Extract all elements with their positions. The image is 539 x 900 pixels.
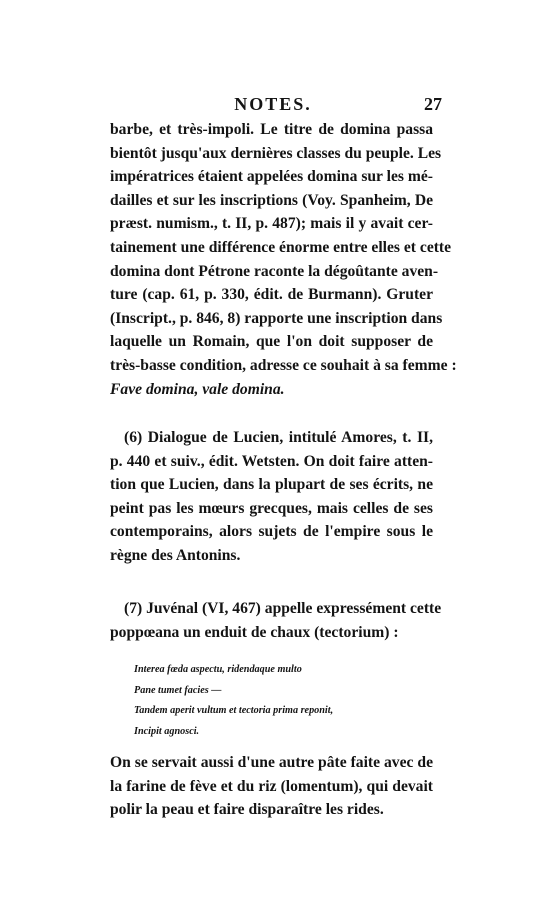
text-line: Fave domina, vale domina.: [110, 380, 285, 398]
text-line: tion que Lucien, dans la plupart de ses écrits, ne: [110, 476, 433, 494]
text-line: très-basse condition, adresse ce souhait à sa femme :: [110, 356, 457, 374]
text-line: barbe, et très-impoli. Le titre de domina passa: [110, 121, 433, 138]
text-line: (6) Dialogue de Lucien, intitulé Amores, t. II,: [124, 429, 433, 446]
text-line: præst. numism., t. II, p. 487); mais il y avait cer-: [110, 215, 433, 233]
running-header: [108, 94, 442, 120]
verse-line: Interea fœda aspectu, ridendaque multo: [134, 664, 302, 675]
text-line: p. 440 et suiv., édit. Wetsten. On doit faire atten-: [110, 452, 433, 470]
page-title: NOTES.: [234, 94, 312, 114]
verse-line: Pane tumet facies —: [134, 684, 222, 696]
text-line: domina dont Pétrone raconte la dégoûtante aven-: [110, 262, 439, 280]
verse-line: Incipit agnosci.: [134, 725, 200, 737]
page-number: 27: [424, 94, 442, 114]
text-line: tainement une différence énorme entre elles et cette: [110, 238, 452, 256]
text-line: ture (cap. 61, p. 330, édit. de Burmann). Gruter: [110, 286, 433, 304]
text-line: impératrices étaient appelées domina sur les mé-: [110, 168, 433, 186]
paragraph-continuation: [110, 118, 457, 401]
text-line: laquelle un Romain, que l'on doit supposer de: [110, 333, 433, 351]
text-line: règne des Antonins.: [110, 546, 241, 564]
text-line: la farine de fève et du riz (lomentum), qui devait: [110, 777, 433, 795]
text-line: contemporains, alors sujets de l'empire sous le: [110, 523, 433, 541]
text-line: polir la peau et faire disparaître les rides.: [110, 801, 384, 819]
text-line: peint pas les mœurs grecques, mais celles de ses: [110, 499, 433, 517]
text-line: dailles et sur les inscriptions (Voy. Spanheim, De: [110, 191, 433, 209]
text-line: (Inscript., p. 846, 8) rapporte une inscription dans: [110, 309, 443, 327]
text-line: bientôt jusqu'aux dernières classes du peuple. Les: [110, 144, 442, 162]
note-6: [110, 426, 433, 568]
closing-paragraph: [110, 751, 433, 822]
text-line: poppœana un enduit de chaux (tectorium) :: [110, 623, 399, 641]
text-line: On se servait aussi d'une autre pâte faite avec de: [110, 754, 433, 771]
note-7: [110, 597, 442, 644]
text-line: (7) Juvénal (VI, 467) appelle expressément cette: [124, 600, 442, 617]
verse-line: Tandem aperit vultum et tectoria prima reponit,: [134, 705, 334, 716]
verse-quotation: [134, 660, 333, 742]
